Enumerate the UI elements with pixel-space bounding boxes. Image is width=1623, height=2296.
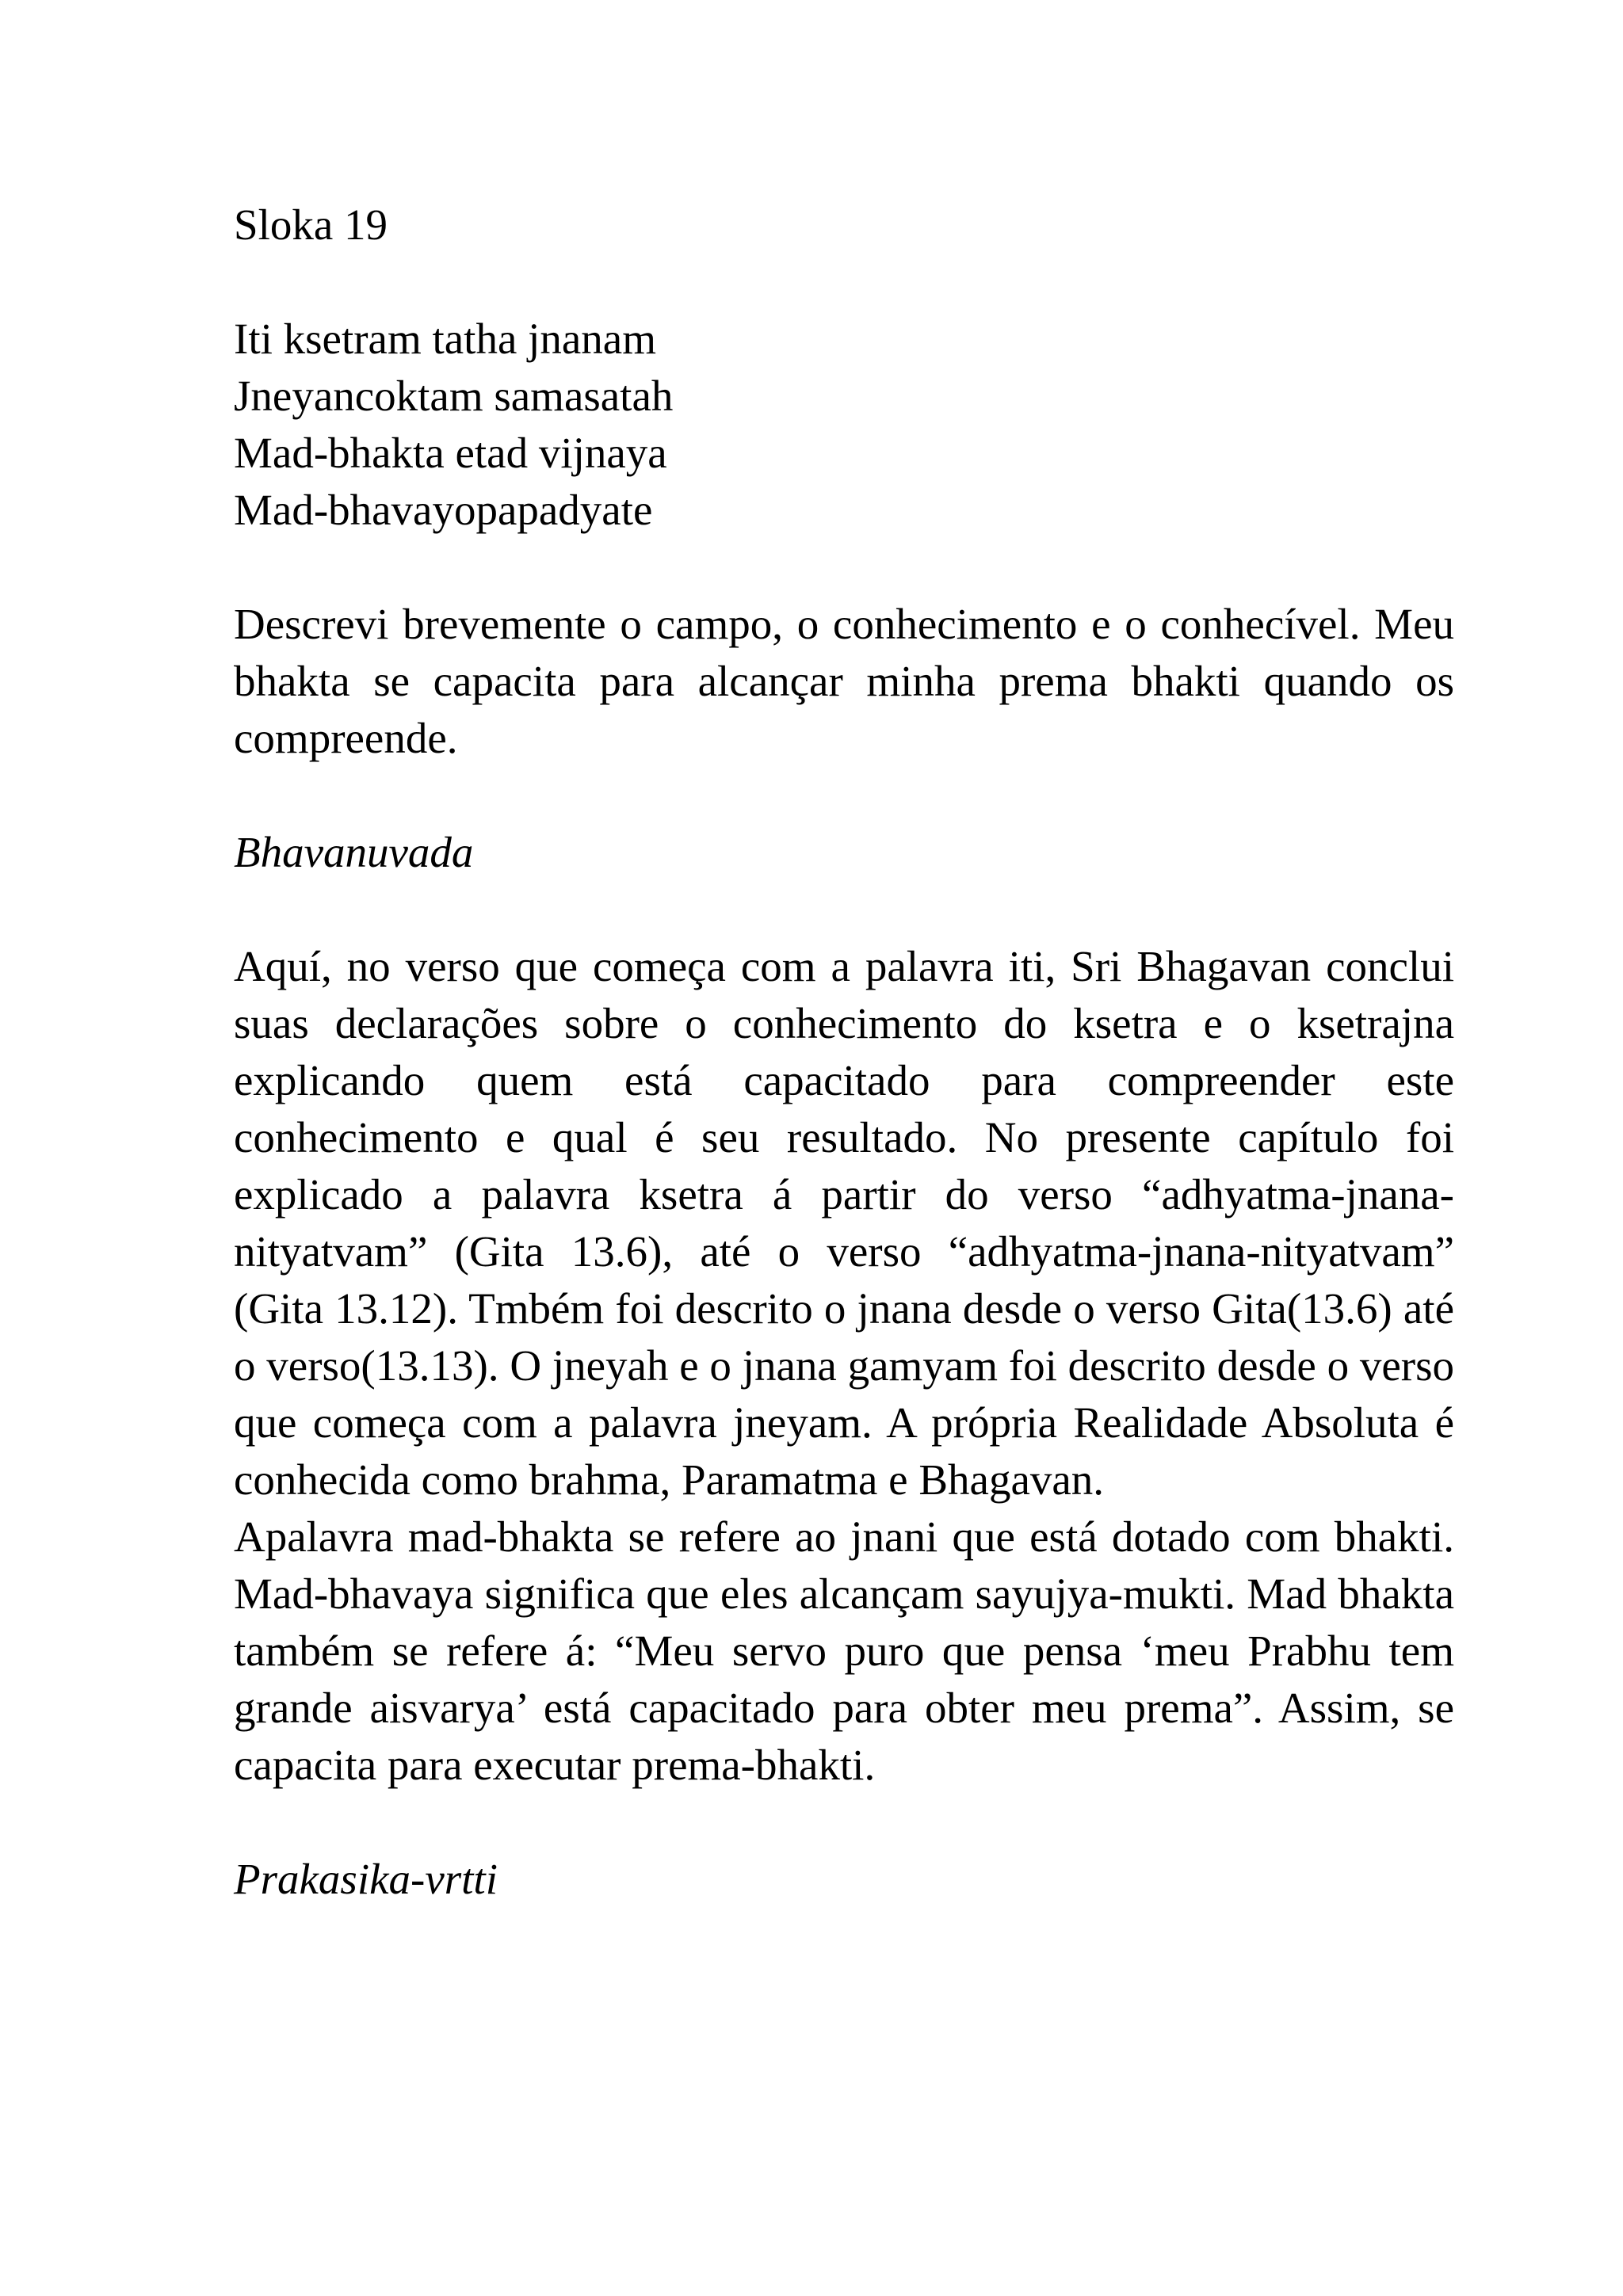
document-page	[234, 196, 1454, 1908]
verse-line: Jneyancoktam samasatah	[234, 372, 674, 420]
commentary-paragraph-1: Aquí, no verso que começa com a palavra iti, Sri Bhagavan conclui suas declarações sobre o conhecimento do ksetra e o ksetrajna explicando quem está capacitado para compreender este conhecimento e qual é seu resultado. No presente capítulo foi explicado a palavra ksetra á partir do verso “adhyatma-jnana-nityatvam” (Gita 13.6), até o verso “adhyatma-jnana-nityatvam” (Gita 13.12). Tmbém foi descrito o jnana desde o verso Gita(13.6) até o verso(13.13). O jneyah e o jnana gamyam foi descrito desde o verso que começa com a palavra jneyam. A própria Realidade Absoluta é conhecida como brahma, Paramatma e Bhagavan.	[234, 942, 1454, 1504]
commentary-paragraph-2: Apalavra mad-bhakta se refere ao jnani que está dotado com bhakti. Mad-bhavaya significa que eles alcançam sayujya-mukti. Mad bhakta também se refere á: “Meu servo puro que pensa ‘meu Prabhu tem grande aisvarya’ está capacitado para obter meu prema”. Assim, se capacita para executar prema-bhakti.	[234, 1512, 1454, 1789]
verse-line: Iti ksetram tatha jnanam	[234, 315, 657, 363]
verse-line: Mad-bhavayopapadyate	[234, 486, 653, 534]
section-title-prakasika-vrtti: Prakasika-vrtti	[234, 1855, 498, 1903]
translation-paragraph: Descrevi brevemente o campo, o conhecimento e o conhecível. Meu bhakta se capacita para alcançar minha prema bhakti quando os compreende.	[234, 600, 1454, 762]
section-title-bhavanuvada: Bhavanuvada	[234, 828, 474, 876]
verse-block	[234, 311, 1454, 539]
verse-line: Mad-bhakta etad vijnaya	[234, 429, 667, 477]
sloka-heading: Sloka 19	[234, 200, 388, 249]
